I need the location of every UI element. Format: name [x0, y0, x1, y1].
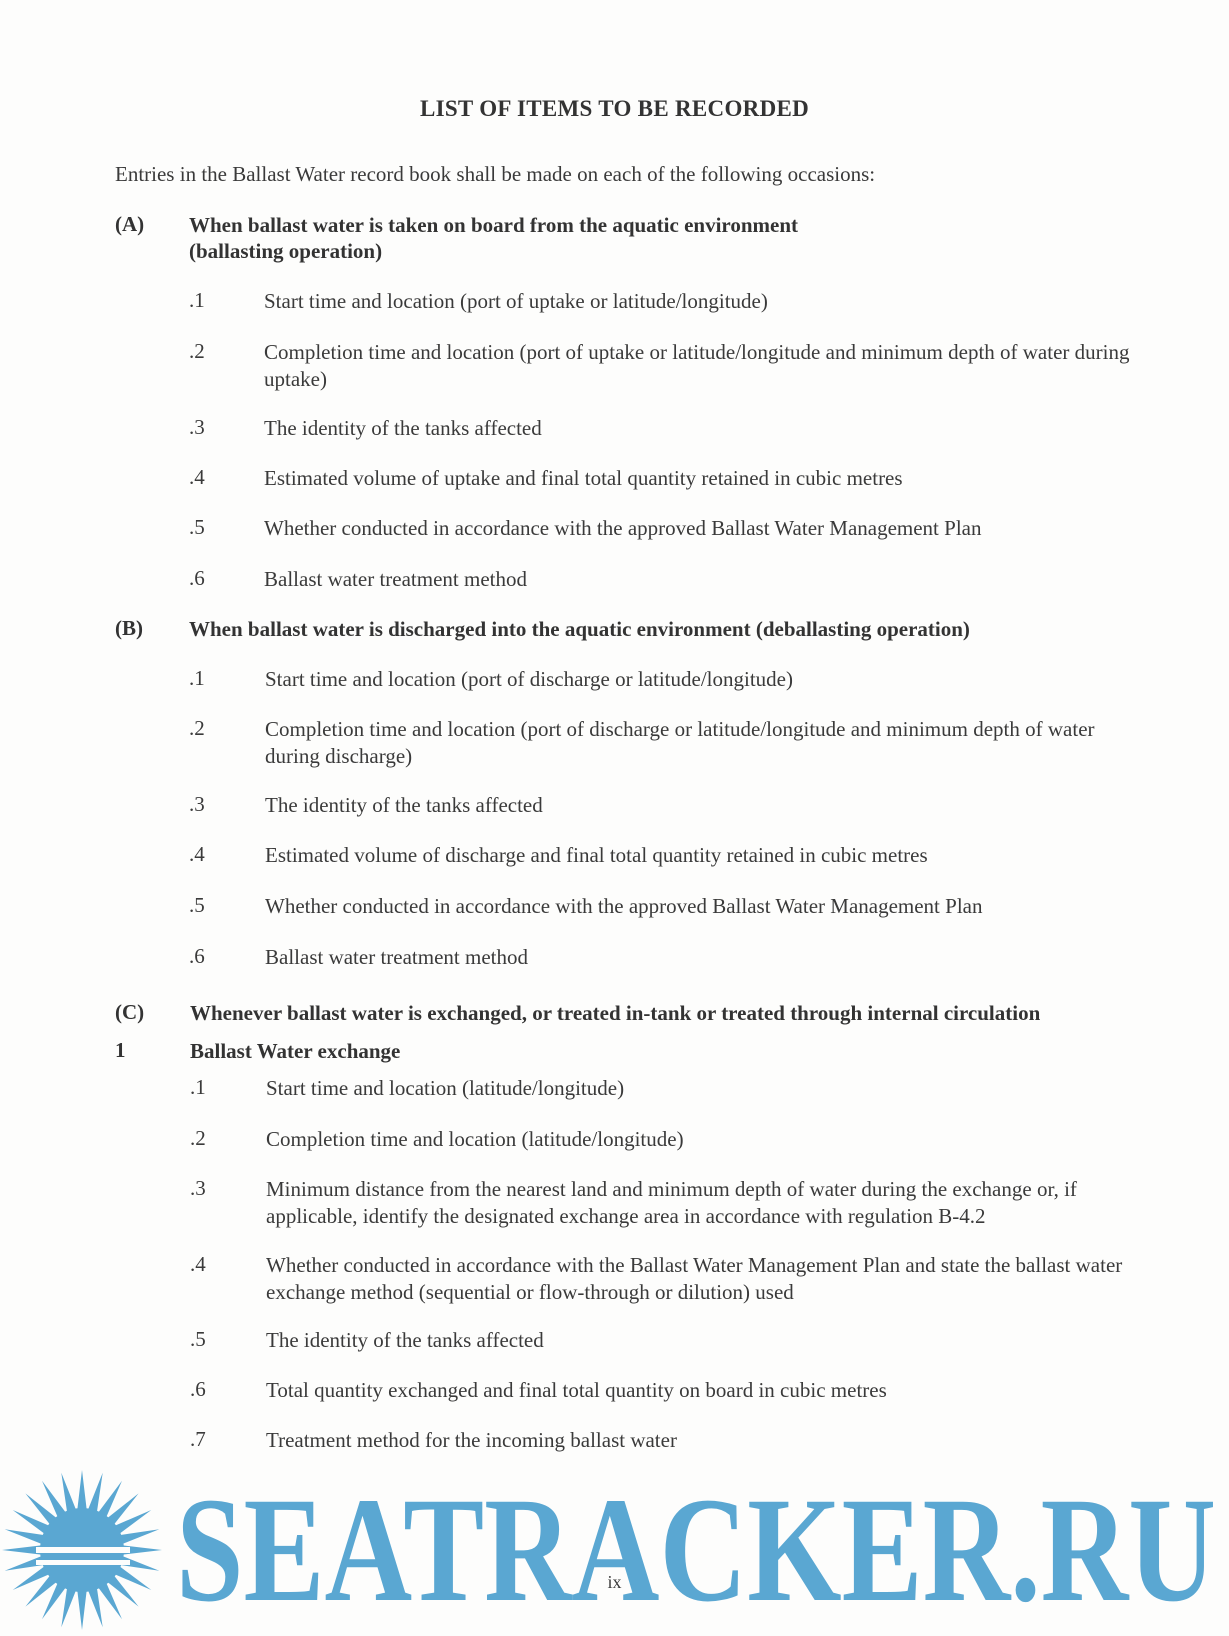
- section-c-label: (C): [115, 1000, 145, 1024]
- list-item-number: .4: [190, 1252, 206, 1276]
- list-item-number: .6: [189, 944, 205, 968]
- list-item-number: .6: [190, 1377, 206, 1401]
- list-item: Whether conducted in accordance with the approved Ballast Water Management Plan: [264, 516, 982, 540]
- section-a-heading: [189, 212, 798, 264]
- section-b-label: (B): [115, 616, 143, 640]
- list-item: Total quantity exchanged and final total quantity on board in cubic metres: [266, 1378, 887, 1402]
- list-item-number: .7: [190, 1427, 206, 1451]
- list-item: Completion time and location (latitude/longitude): [266, 1127, 684, 1151]
- list-item-number: .6: [189, 566, 205, 590]
- section-c-sub-label: 1: [115, 1038, 126, 1062]
- intro-text: Entries in the Ballast Water record book shall be made on each of the following occasions:: [115, 162, 876, 186]
- list-item: Completion time and location (port of discharge or latitude/longitude and minimum depth of water during discharge): [265, 717, 1095, 768]
- page-number: ix: [607, 1572, 622, 1592]
- list-item: Ballast water treatment method: [264, 567, 527, 591]
- list-item: The identity of the tanks affected: [266, 1328, 544, 1352]
- list-item-number: .4: [189, 465, 205, 489]
- list-item-number: .4: [189, 842, 205, 866]
- section-c-sub-heading: Ballast Water exchange: [190, 1039, 401, 1063]
- list-item: The identity of the tanks affected: [265, 793, 543, 817]
- list-item: Whether conducted in accordance with the Ballast Water Management Plan and state the ballast water exchange method (sequential or flow-through or dilution) used: [266, 1253, 1123, 1304]
- section-c-heading: Whenever ballast water is exchanged, or treated in-tank or treated through internal circulation: [190, 1001, 1041, 1025]
- list-item-number: .1: [189, 288, 205, 312]
- list-item-number: .2: [189, 716, 205, 740]
- list-item-number: .3: [189, 792, 205, 816]
- list-item: Treatment method for the incoming ballast water: [266, 1428, 677, 1452]
- section-a-heading-line1: When ballast water is taken on board from the aquatic environment: [189, 213, 799, 237]
- list-item: Estimated volume of uptake and final total quantity retained in cubic metres: [264, 466, 903, 490]
- page-title: LIST OF ITEMS TO BE RECORDED: [419, 96, 810, 121]
- list-item: Whether conducted in accordance with the approved Ballast Water Management Plan: [265, 894, 983, 918]
- list-item: Start time and location (port of uptake or latitude/longitude): [264, 289, 768, 313]
- watermark-text: SEATRACKER.RU: [176, 1467, 1216, 1633]
- list-item-number: .3: [189, 415, 205, 439]
- list-item: Minimum distance from the nearest land and minimum depth of water during the exchange or, if applicable, identify the designated exchange area in accordance with regulation B-4.2: [266, 1177, 1077, 1228]
- list-item-number: .5: [190, 1327, 206, 1351]
- list-item-number: .3: [190, 1176, 206, 1200]
- section-a-label: (A): [115, 212, 145, 236]
- list-item-number: .2: [189, 339, 205, 363]
- list-item: Ballast water treatment method: [265, 945, 528, 969]
- list-item-number: .1: [190, 1075, 206, 1099]
- section-b-heading: When ballast water is discharged into the aquatic environment (deballasting operation): [189, 617, 970, 641]
- section-a-heading-line2: (ballasting operation): [189, 239, 383, 263]
- sun-icon: [2, 1470, 162, 1630]
- list-item-number: .1: [189, 666, 205, 690]
- seatracker-watermark: [0, 1440, 1229, 1636]
- list-item-number: .5: [189, 893, 205, 917]
- list-item: Estimated volume of discharge and final total quantity retained in cubic metres: [265, 843, 928, 867]
- list-item-number: .2: [190, 1126, 206, 1150]
- list-item: Completion time and location (port of uptake or latitude/longitude and minimum depth of water during uptake): [264, 340, 1130, 391]
- list-item: Start time and location (port of discharge or latitude/longitude): [265, 667, 793, 691]
- list-item: The identity of the tanks affected: [264, 416, 542, 440]
- list-item-number: .5: [189, 515, 205, 539]
- list-item: Start time and location (latitude/longitude): [266, 1076, 625, 1100]
